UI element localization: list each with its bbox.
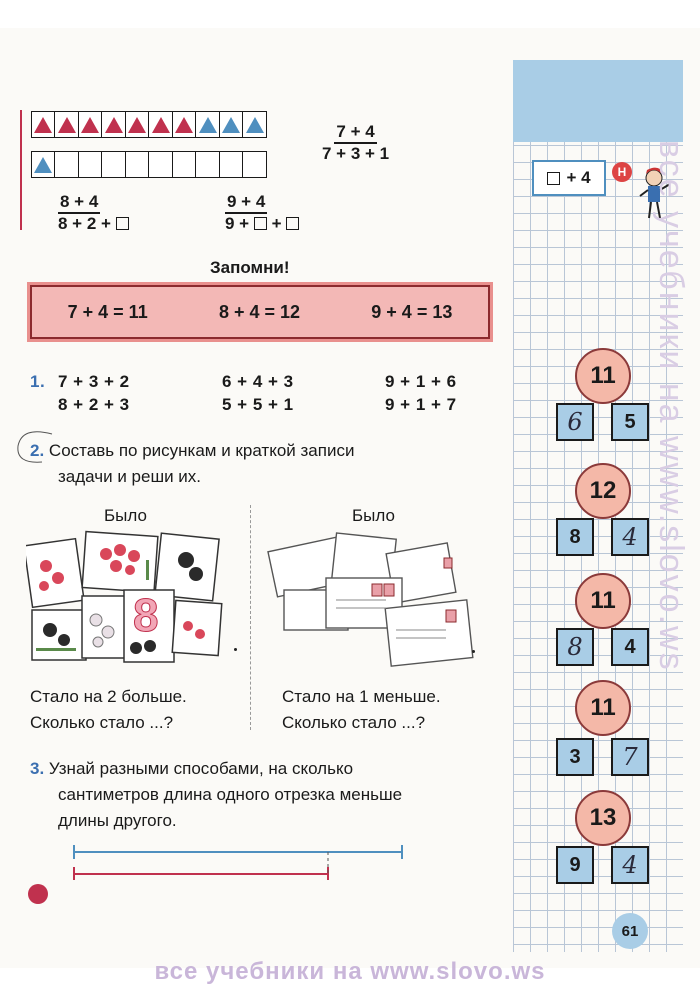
margin-line xyxy=(20,110,22,230)
bottom-watermark: все учебники на www.slovo.ws xyxy=(154,958,546,985)
triangle-row-top xyxy=(32,111,267,138)
red-triangle-icon xyxy=(175,117,193,133)
house-top: 11 xyxy=(575,680,631,736)
task2-divider xyxy=(250,505,252,730)
task3-line2: сантиметров длина одного отрезка меньше xyxy=(58,785,403,804)
envelopes-illustration xyxy=(266,530,481,670)
house-right-box: 4 xyxy=(611,846,649,884)
task1-expr: 7 + 3 + 2 xyxy=(58,372,130,391)
task2-line2: задачи и реши их. xyxy=(58,467,202,486)
house-top: 12 xyxy=(575,463,631,519)
task3-text xyxy=(30,756,482,834)
fact-1: 7 + 4 = 11 xyxy=(67,301,148,322)
was-label-right: Было xyxy=(352,506,395,525)
red-triangle-icon xyxy=(152,117,170,133)
task1-expr: 9 + 1 + 6 xyxy=(385,372,457,391)
task3-line1: Узнай разными способами, на сколько xyxy=(48,759,354,778)
blue-triangle-icon xyxy=(246,117,264,133)
house-top: 11 xyxy=(575,348,631,404)
task2-text xyxy=(30,438,482,490)
house-right-box: 5 xyxy=(611,403,649,441)
mascot-badge xyxy=(612,162,632,182)
task1-expr: 9 + 1 + 7 xyxy=(385,395,457,414)
triangle-row-bottom xyxy=(32,151,267,178)
dot xyxy=(472,650,475,653)
was-label-left: Было xyxy=(104,506,147,525)
segments-diagram xyxy=(66,840,416,880)
red-triangle-icon xyxy=(128,117,146,133)
task3-line3: длины другого. xyxy=(58,811,177,830)
task1-expr: 8 + 2 + 3 xyxy=(58,395,130,414)
side-expression-suffix: + 4 xyxy=(566,168,591,187)
red-dot-icon xyxy=(28,884,48,904)
house-left-box: 8 xyxy=(556,518,594,556)
house-top: 13 xyxy=(575,790,631,846)
house-left-box: 3 xyxy=(556,738,594,776)
fact-2: 8 + 4 = 12 xyxy=(218,301,301,322)
task2-number: 2. xyxy=(30,441,45,460)
became-text-right: Стало на 1 меньше. Сколько стало ...? xyxy=(282,687,441,732)
expression-8-plus-4: $\frac{8 + 4}{8 + 2 +}$ xyxy=(58,192,129,234)
side-watermark: все учебники на www.slovo.ws xyxy=(652,140,690,672)
flower-cards-illustration xyxy=(26,530,236,670)
blue-header-band xyxy=(513,60,683,142)
task2-line1: Составь по рисункам и краткой записи xyxy=(48,441,355,460)
empty-square-icon xyxy=(286,217,299,230)
blue-triangle-icon xyxy=(199,117,217,133)
blue-triangle-icon xyxy=(222,117,240,133)
remember-title: Запомни! xyxy=(210,258,290,277)
house-right-box: 7 xyxy=(611,738,649,776)
red-triangle-icon xyxy=(34,117,52,133)
remember-box xyxy=(30,285,490,339)
red-triangle-icon xyxy=(58,117,76,133)
card-digit: 8 xyxy=(133,589,159,641)
fact-3: 9 + 4 = 13 xyxy=(371,301,453,322)
red-triangle-icon xyxy=(81,117,99,133)
expression-7-plus-4: $\frac{7 + 4}{7 + 3 + 1}$ xyxy=(322,122,390,163)
empty-square-icon xyxy=(116,217,129,230)
house-right-box: 4 xyxy=(611,628,649,666)
expression-9-plus-4: $\frac{9 + 4}{9 + +}$ xyxy=(225,192,299,234)
empty-square-icon xyxy=(547,172,560,185)
became-text-left: Стало на 2 больше. Сколько стало ...? xyxy=(30,687,187,732)
house-top: 11 xyxy=(575,573,631,629)
red-triangle-icon xyxy=(105,117,123,133)
task1-number: 1. xyxy=(30,372,46,391)
page-number: 61 xyxy=(612,913,648,949)
task3-number: 3. xyxy=(30,759,45,778)
house-right-box: 4 xyxy=(611,518,649,556)
house-left-box: 8 xyxy=(556,628,594,666)
task1-expr: 5 + 5 + 1 xyxy=(222,395,294,414)
empty-square-icon xyxy=(254,217,267,230)
dot xyxy=(234,648,237,651)
blue-triangle-icon xyxy=(34,157,52,173)
side-expression-box xyxy=(532,160,606,196)
house-left-box: 6 xyxy=(556,403,594,441)
task1-expr: 6 + 4 + 3 xyxy=(222,372,294,391)
house-left-box: 9 xyxy=(556,846,594,884)
mascot-badge-letter: Н xyxy=(617,165,627,179)
